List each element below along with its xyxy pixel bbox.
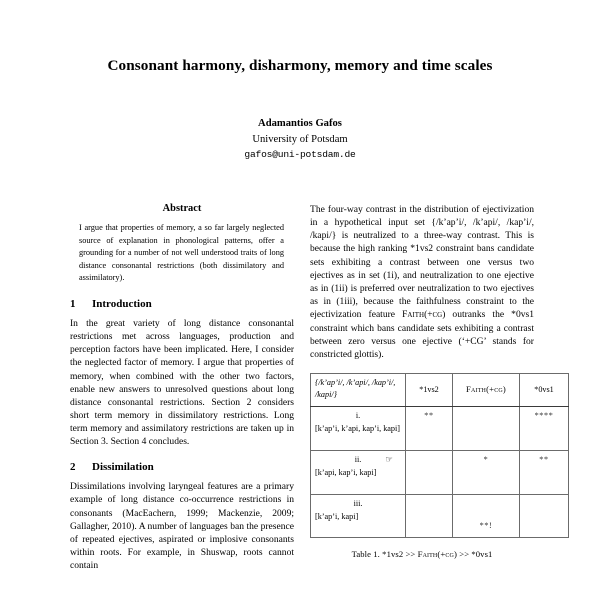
pointing-hand-icon: ☞ — [385, 454, 393, 465]
tableau-violation-0vs1 — [520, 495, 569, 538]
author-email[interactable]: gafos@uni-potsdam.de — [244, 148, 356, 160]
caption-faith: Faith(+cg) — [417, 549, 457, 560]
section-number: 2 — [70, 461, 76, 474]
section-title: Dissimilation — [92, 461, 154, 474]
tableau-constraint-1vs2-header: *1vs2 — [406, 374, 453, 407]
optimality-tableau — [310, 373, 569, 538]
section-heading-introduction — [70, 298, 294, 310]
tableau-violation-0vs1: ** — [520, 451, 569, 495]
tableau-violation-0vs1: **** — [520, 407, 569, 451]
right-paragraph-part-2: outranks the *0vs1 constraint which bans candidate sets exhibiting a contrast between zero versus one ejective (‘+CG’ stands for constricted glottis). — [310, 309, 534, 361]
left-column — [70, 203, 294, 572]
candidate-forms: [k’ap’i, k’api, kap’i, kapi] — [315, 423, 401, 433]
author-block — [60, 117, 540, 162]
tableau-candidate-cell — [311, 407, 406, 451]
tableau-constraint-faith-header: Faith(+cg) — [453, 374, 520, 407]
author-name: Adamantios Gafos — [258, 118, 342, 129]
right-column-paragraph — [310, 203, 534, 361]
caption-suffix: >> *0vs1 — [457, 549, 493, 560]
section-number: 1 — [70, 298, 76, 311]
candidate-label: iii. — [353, 499, 363, 509]
tableau-candidate-cell — [311, 451, 406, 495]
abstract-text: I argue that properties of memory, a so far largely neglected source of explanation in phonological patterns, offer a grounding for a number of not well understood traits of long distance consonantal restrictions (both dissimilatory and assimilatory). — [79, 223, 284, 283]
section-1-paragraph-1: In the great variety of long distance consonantal restrictions met across languages, production and perception factors have been implicated. Here, I consider the neglected factor of memory. I argue that properties of memory, when combined with the other two factors, enable new answers to unresolved questions about long distance consonantal restrictions. Section 2 considers short term memory in dissimilatory restrictions. Long term memory and assimilatory restrictions are taken up in Section 3. Section 4 concludes. — [70, 318, 294, 448]
candidate-label: ii. ☞ — [354, 454, 393, 465]
table-row — [311, 495, 569, 538]
right-paragraph-part-1: The four-way contrast in the distribution of ejectivization in a hypothetical input set {/k’ap’i/, /k’api/, /kap’i/, /kapi/} is neutralized to a three-way contrast. This is because the high ranking *1vs2 constraint bans candidate sets exhibiting a contrast between one versus two ejectives as in set (1i), and neutralization to one ejective as in (1ii) is preferred over neutralization to two ejectives as in (1iii), because the faithfulness constraint to the ejectivization feature — [310, 204, 534, 320]
abstract-heading: Abstract — [162, 203, 202, 214]
section-2-paragraph-1: Dissimilations involving laryngeal features are a primary example of long distance co-occurrence restrictions in consonants (MacEachern, 1999; Mackenzie, 2009; Gallagher, 2010). A number of languages ban the presence of repeated ejectives, aspirated or implosive consonants within roots. For example, in Shuswap, roots cannot contain — [70, 481, 294, 572]
page-title: Consonant harmony, disharmony, memory and time scales — [107, 57, 493, 74]
tableau-container — [310, 373, 554, 560]
tableau-header-row — [311, 374, 569, 407]
right-column — [310, 203, 554, 560]
faith-constraint-inline: Faith(+cg) — [402, 310, 446, 320]
tableau-violation-1vs2 — [406, 451, 453, 495]
candidate-forms: [k’ap’i, kapi] — [315, 511, 359, 521]
tableau-constraint-0vs1-header: *0vs1 — [520, 374, 569, 407]
tableau-violation-faith — [453, 407, 520, 451]
candidate-forms: [k’api, kap’i, kapi] — [315, 467, 377, 477]
table-caption — [310, 549, 534, 559]
tableau-violation-faith: * — [453, 451, 520, 495]
tableau-violation-1vs2: ** — [406, 407, 453, 451]
author-affiliation: University of Potsdam — [252, 134, 348, 146]
caption-prefix: Table 1. *1vs2 >> — [351, 549, 418, 560]
tableau-violation-faith: **! — [453, 495, 520, 538]
tableau-input-set-header: {/k’ap’i/, /k’api/, /kap’i/, /kapi/} — [311, 374, 406, 407]
tableau-violation-1vs2 — [406, 495, 453, 538]
section-title: Introduction — [92, 298, 152, 311]
table-row — [311, 451, 569, 495]
candidate-label: i. — [355, 411, 361, 421]
section-heading-dissimilation — [70, 461, 294, 473]
table-row — [311, 407, 569, 451]
tableau-candidate-cell — [311, 495, 406, 538]
